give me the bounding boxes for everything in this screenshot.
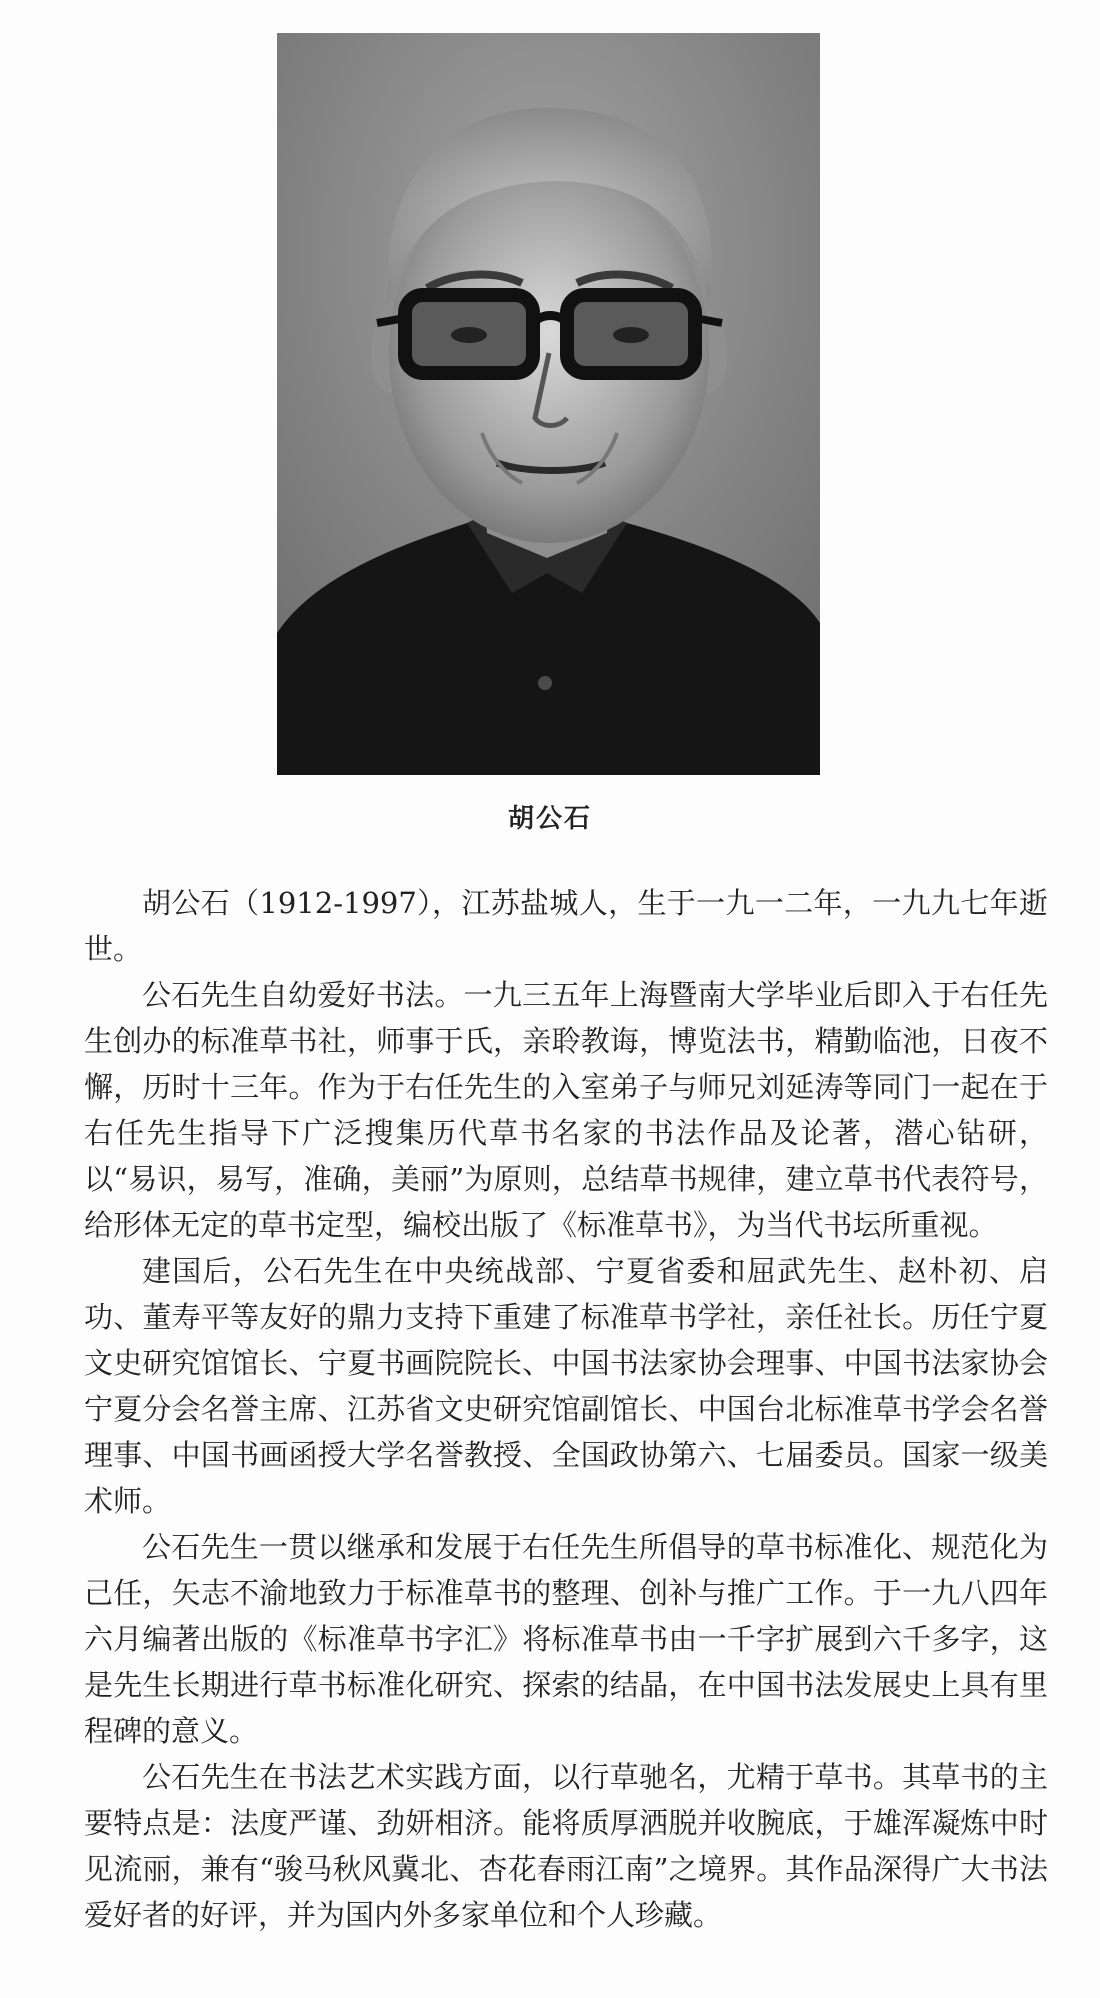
biography-text xyxy=(84,880,1048,1938)
paragraph-artistry: 公石先生在书法艺术实践方面，以行草驰名，尤精于草书。其草书的主要特点是：法度严谨、劲妍相济。能将质厚洒脱并收腕底，于雄浑凝炼中时见流丽，兼有“骏马秋风冀北、杏花春雨江南”之境界。其作品深得广大书法爱好者的好评，并为国内外多家单位和个人珍藏。 xyxy=(84,1760,1048,1932)
paragraph-positions: 建国后，公石先生在中央统战部、宁夏省委和屈武先生、赵朴初、启功、董寿平等友好的鼎力支持下重建了标准草书学社，亲任社长。历任宁夏文史研究馆馆长、宁夏书画院院长、中国书法家协会理事、中国书法家协会宁夏分会名誉主席、江苏省文史研究馆副馆长、中国台北标准草书学会名誉理事、中国书画函授大学名誉教授、全国政协第六、七届委员。国家一级美术师。 xyxy=(84,1254,1048,1518)
paragraph-early-study: 公石先生自幼爱好书法。一九三五年上海暨南大学毕业后即入于右任先生创办的标准草书社，师事于氏，亲聆教诲，博览法书，精勤临池，日夜不懈，历时十三年。作为于右任先生的入室弟子与师兄刘延涛等同门一起在于右任先生指导下广泛搜集历代草书名家的书法作品及论著，潜心钻研，以“易识，易写，准确，美丽”为原则，总结草书规律，建立草书代表符号，给形体无定的草书定型，编校出版了《标准草书》，为当代书坛所重视。 xyxy=(84,978,1048,1242)
paragraph-standardization: 公石先生一贯以继承和发展于右任先生所倡导的草书标准化、规范化为己任，矢志不渝地致力于标准草书的整理、创补与推广工作。于一九八四年六月编著出版的《标准草书字汇》将标准草书由一千字扩展到六千多字，这是先生长期进行草书标准化研究、探索的结晶，在中国书法发展史上具有里程碑的意义。 xyxy=(84,1530,1048,1748)
portrait-caption: 胡公石 xyxy=(507,804,592,834)
paragraph-intro: 胡公石（1912-1997），江苏盐城人，生于一九一二年，一九九七年逝世。 xyxy=(84,886,1048,966)
portrait-icon xyxy=(277,33,820,775)
portrait-photo xyxy=(277,33,820,775)
